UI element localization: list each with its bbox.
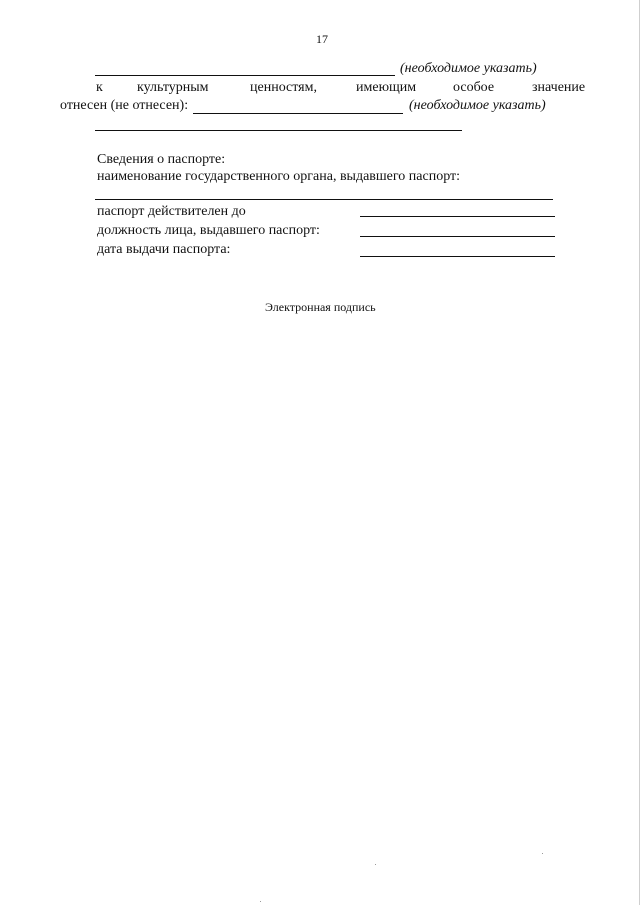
passport-heading: Сведения о паспорте: [97,152,226,167]
blank-line-4 [95,130,462,131]
word-1: к [96,80,103,95]
page-number: 17 [316,32,328,46]
note-necessary-1: (необходимое указать) [400,61,537,76]
scan-speck [375,864,376,865]
word-2: культурным [137,80,209,95]
scan-speck [542,853,543,854]
valid-until-label: паспорт действителен до [97,204,246,219]
word-3: ценностям, [250,80,317,95]
word-6: значение [532,80,586,95]
word-4: имеющим [356,80,417,95]
assigned-label: отнесен (не отнесен): [60,98,189,113]
issue-date-label: дата выдачи паспорта: [97,242,231,257]
electronic-signature-label: Электронная подпись [265,300,376,314]
blank-line-assigned [193,113,403,114]
scan-speck [260,901,261,902]
authority-blank-line [95,199,553,200]
note-necessary-2: (необходимое указать) [409,98,546,113]
official-position-blank-line [360,236,555,237]
valid-until-blank-line [360,216,555,217]
word-5: особое [453,80,495,95]
blank-line-1 [95,75,395,76]
official-position-label: должность лица, выдавшего паспорт: [97,223,320,238]
authority-label: наименование государственного органа, выдавшего паспорт: [97,169,461,184]
issue-date-blank-line [360,256,555,257]
